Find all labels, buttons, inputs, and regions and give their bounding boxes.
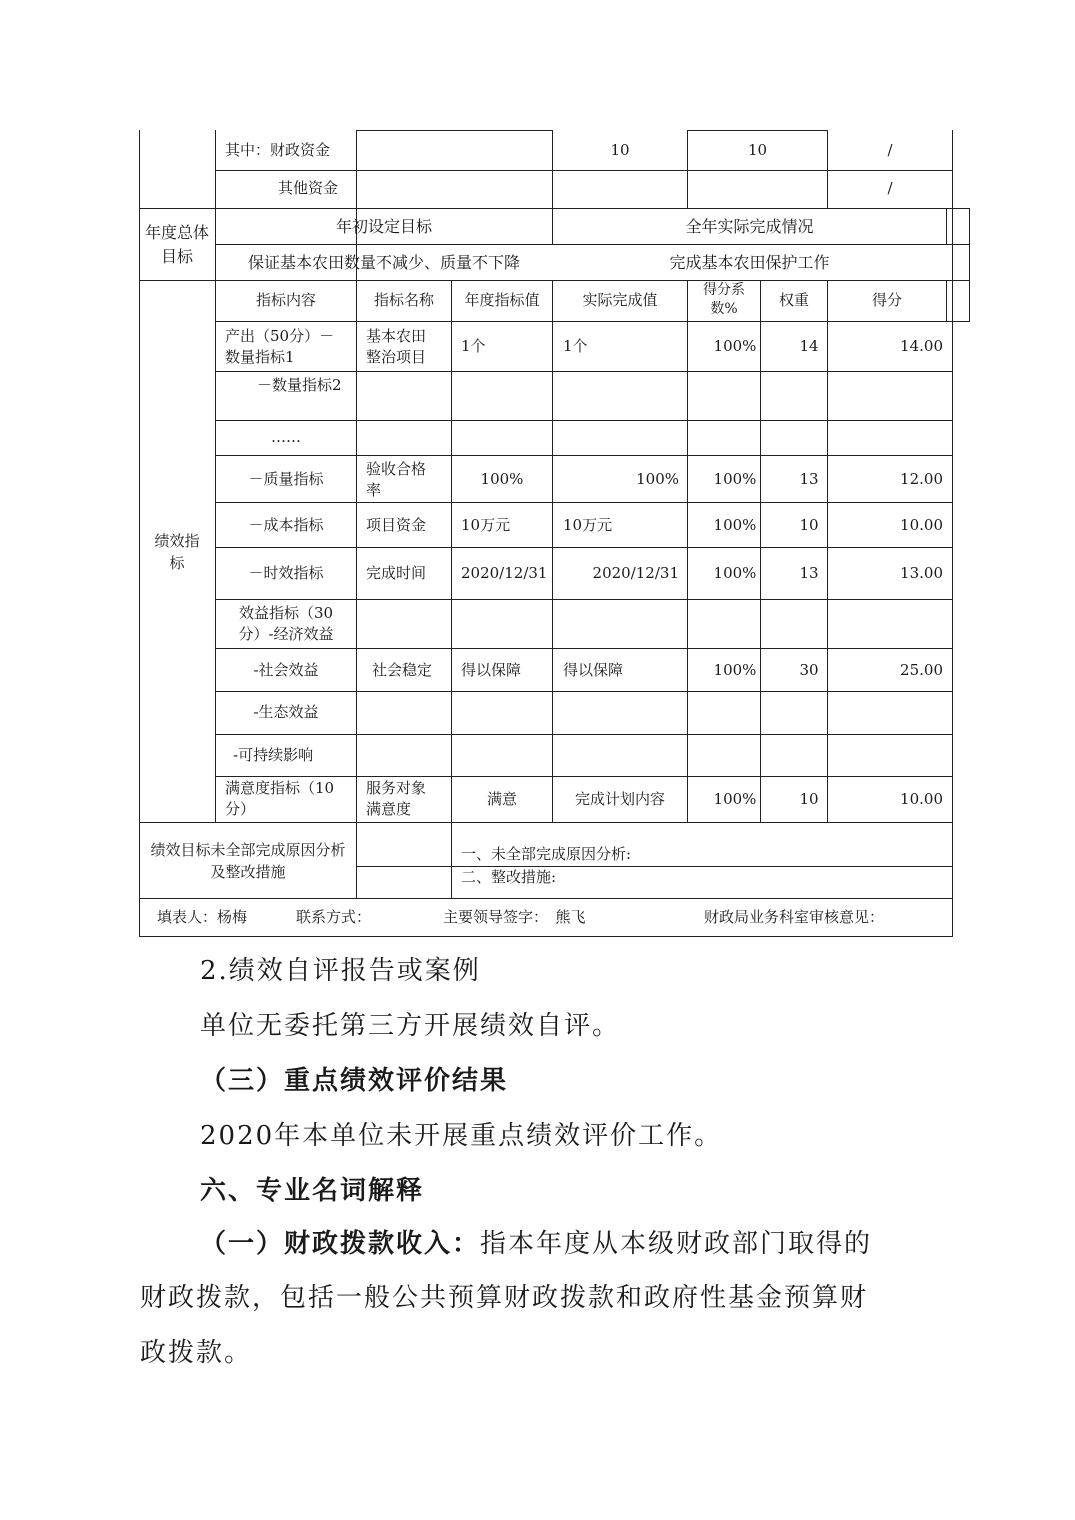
- indicator-content: 产出（50分）－数量指标1: [225, 327, 335, 366]
- footer-leader-sign: 主要领导签字： 熊飞: [443, 908, 586, 926]
- annual-target-text: 保证基本农田数量不减少、质量不下降: [247, 253, 520, 272]
- indicator-content: 满意度指标（10分）: [225, 779, 335, 818]
- header-coef: 得分系数%: [703, 282, 745, 317]
- indicator-weight: 13: [799, 564, 819, 582]
- paragraph: 政拨款。: [140, 1338, 253, 1368]
- indicator-coef: 100%: [713, 470, 757, 488]
- paragraph: 财政拨款，包括一般公共预算财政拨款和政府性基金预算财: [140, 1283, 869, 1313]
- indicator-score: 10.00: [900, 790, 943, 808]
- term-label: （一）财政拨款收入：: [200, 1229, 481, 1259]
- indicator-actual: 100%: [636, 470, 679, 488]
- indicator-weight: 13: [799, 470, 819, 488]
- indicator-coef: 100%: [713, 661, 757, 679]
- fund-label: 其他资金: [277, 179, 338, 197]
- indicator-content: -生态效益: [253, 703, 319, 721]
- indicator-score: 14.00: [900, 337, 943, 355]
- indicator-annual: 得以保障: [461, 661, 522, 679]
- indicator-coef: 100%: [713, 790, 757, 808]
- indicator-coef: 100%: [713, 337, 757, 355]
- section-heading: 六、专业名词解释: [200, 1176, 425, 1206]
- indicator-name: 验收合格率: [366, 460, 427, 499]
- indicator-score: 13.00: [900, 564, 943, 582]
- indicator-coef: 100%: [713, 516, 757, 534]
- indicator-actual: 得以保障: [563, 661, 624, 679]
- indicator-weight: 30: [799, 661, 819, 679]
- annual-goal-label: 年度总体目标: [144, 223, 209, 266]
- footer-review: 财政局业务科室审核意见：: [704, 908, 885, 926]
- paragraph: 2020年本单位未开展重点绩效评价工作。: [200, 1121, 723, 1151]
- footer-filler: 填表人：杨梅: [157, 908, 248, 926]
- indicator-annual: 10万元: [461, 516, 511, 534]
- fund-adjusted: 10: [610, 141, 630, 159]
- indicator-name: 完成时间: [366, 564, 427, 582]
- indicator-content: －时效指标: [248, 564, 324, 582]
- indicator-weight: 10: [799, 516, 819, 534]
- footer-contact: 联系方式：: [296, 908, 372, 926]
- indicator-actual: 1个: [563, 337, 588, 355]
- indicator-annual: 100%: [480, 470, 524, 488]
- term-definition: 指本年度从本级财政部门取得的: [480, 1229, 873, 1259]
- indicator-content: －成本指标: [248, 516, 324, 534]
- annual-target-header: 年初设定目标: [335, 217, 432, 236]
- header-actual: 实际完成值: [582, 291, 658, 309]
- header-score: 得分: [871, 291, 902, 309]
- fund-rate: /: [887, 141, 893, 159]
- reasons-analysis: 一、未全部完成原因分析:: [461, 845, 632, 863]
- indicator-score: 10.00: [900, 516, 943, 534]
- indicator-name: 项目资金: [366, 516, 427, 534]
- indicator-annual: 2020/12/31: [461, 564, 548, 582]
- fund-label: 其中：财政资金: [225, 141, 331, 159]
- fund-rate: /: [887, 179, 893, 197]
- indicator-name: 基本农田整治项目: [366, 327, 427, 366]
- indicator-annual: 满意: [486, 790, 517, 808]
- indicator-score: 12.00: [900, 470, 943, 488]
- section-heading: 2.绩效自评报告或案例: [200, 956, 481, 986]
- indicator-content: -社会效益: [253, 661, 319, 679]
- indicator-annual: 1个: [461, 337, 486, 355]
- indicator-name: 社会稳定: [372, 661, 433, 679]
- indicator-section-label: 绩效指标: [154, 532, 200, 572]
- fund-executed: 10: [747, 141, 768, 159]
- indicator-weight: 14: [799, 337, 819, 355]
- annual-actual-header: 全年实际完成情况: [685, 217, 814, 236]
- header-weight: 权重: [778, 291, 809, 309]
- indicator-content: ……: [271, 428, 301, 446]
- indicator-score: 25.00: [900, 661, 943, 679]
- indicator-content: －质量指标: [248, 470, 324, 488]
- paragraph: 单位无委托第三方开展绩效自评。: [200, 1011, 621, 1041]
- indicator-actual: 2020/12/31: [592, 564, 679, 582]
- indicator-content: 效益指标（30分）-经济效益: [238, 604, 334, 643]
- indicator-content: -可持续影响: [233, 746, 314, 764]
- indicator-coef: 100%: [713, 564, 757, 582]
- indicator-weight: 10: [799, 790, 819, 808]
- indicator-actual: 10万元: [563, 516, 613, 534]
- header-annual: 年度指标值: [464, 291, 540, 309]
- header-content: 指标内容: [255, 291, 316, 309]
- section-heading: （三）重点绩效评价结果: [200, 1066, 509, 1096]
- header-name: 指标名称: [373, 291, 434, 309]
- annual-actual-text: 完成基本农田保护工作: [669, 253, 830, 272]
- indicator-name: 服务对象满意度: [366, 779, 427, 818]
- reasons-measures: 二、整改措施:: [461, 868, 557, 886]
- indicator-actual: 完成计划内容: [574, 790, 665, 808]
- reasons-label: 绩效目标未全部完成原因分析及整改措施: [150, 841, 346, 881]
- paragraph: [200, 1228, 872, 1260]
- indicator-content: －数量指标2: [257, 376, 342, 394]
